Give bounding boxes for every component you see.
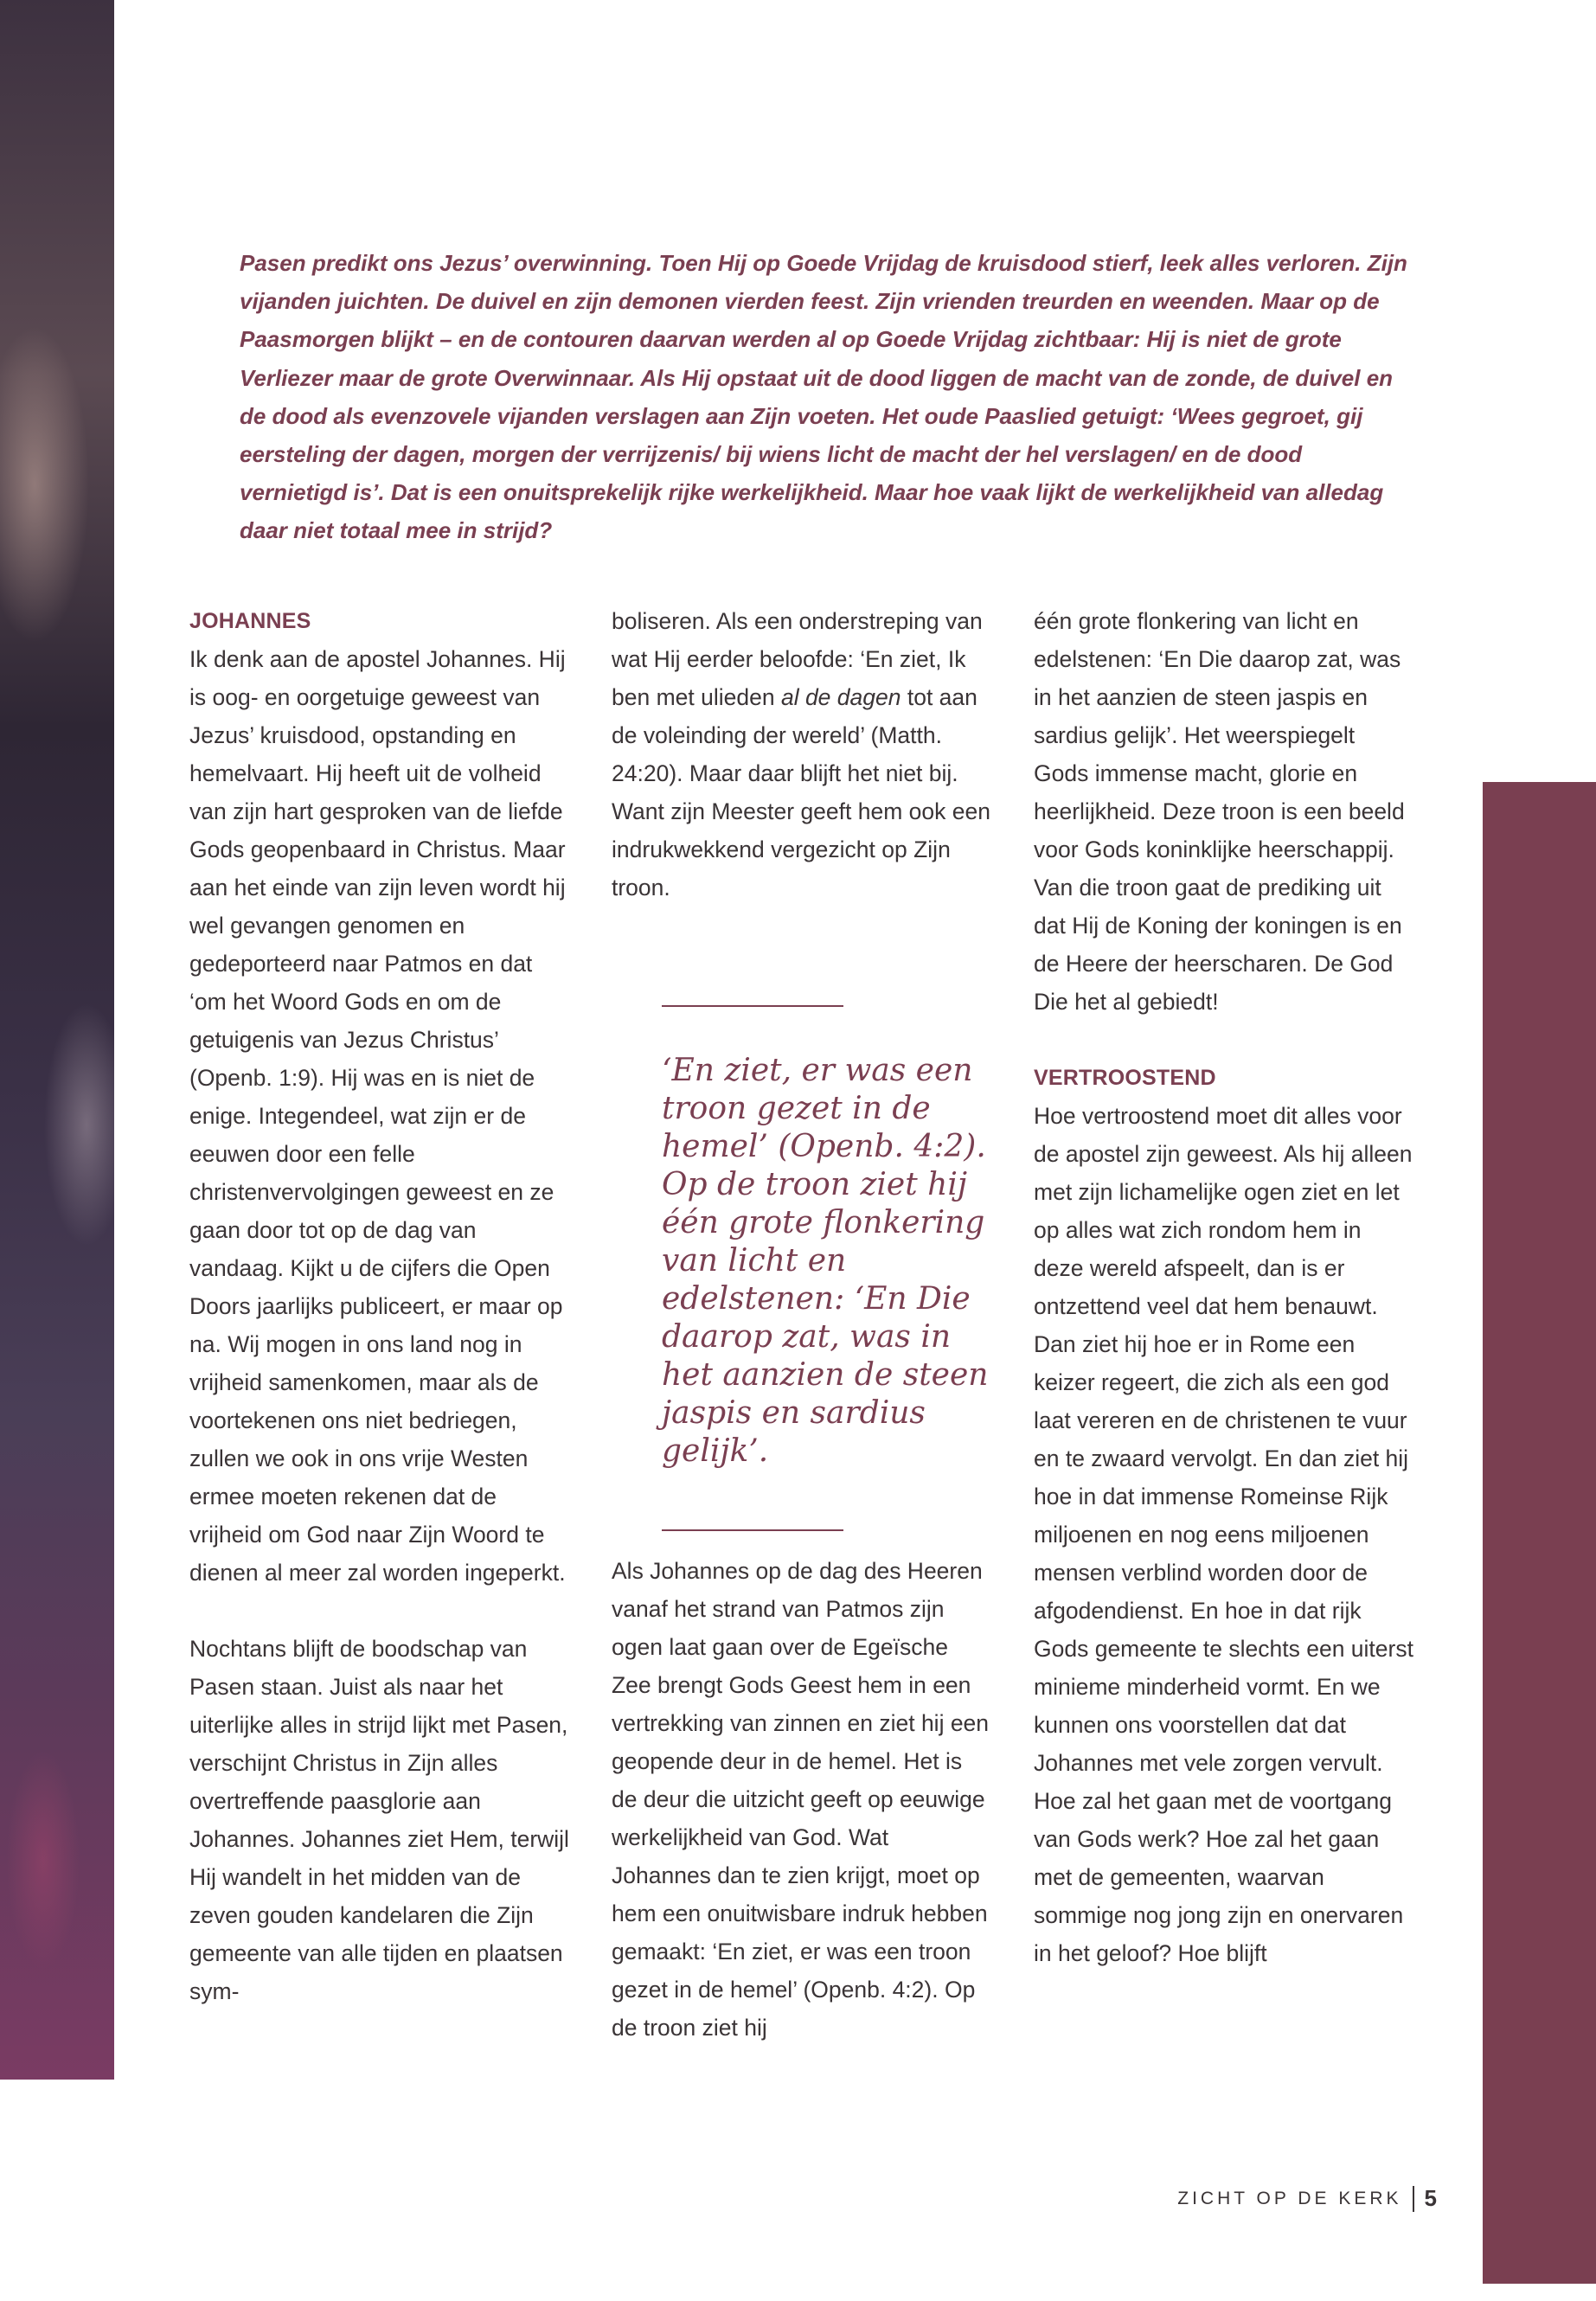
footer-divider: [1413, 2186, 1414, 2212]
emphasis-text: al de dagen: [780, 684, 901, 710]
body-paragraph: Nochtans blijft de boodschap van Pasen staan. Juist als naar het uiterlijke alles in strijd lijkt met Pasen, verschijnt Christus in Zijn alles overtreffende paasglorie aan Johannes. Johannes ziet Hem, terwijl Hij wandelt in het midden van de zeven gouden kandelaren die Zijn gemeente van alle tijden en plaatsen sym-: [189, 1636, 569, 2004]
magazine-name: ZICHT OP DE KERK: [1177, 2188, 1402, 2208]
pull-quote-text: ‘En ziet, er was een troon gezet in de hemel’ (Openb. 4:2). Op de troon ziet hij één grote flonkering van licht en edelstenen: ‘En Die daarop zat, was in het aanzien de steen jaspis en sardius gelijk’.: [662, 1053, 989, 1469]
column-3: [1034, 602, 1414, 1972]
side-color-band: [1483, 782, 1596, 2284]
quote-rule-bottom: [662, 1529, 843, 1531]
column-1: [189, 602, 570, 2010]
body-paragraph: Als Johannes op de dag des Heeren vanaf het strand van Patmos zijn ogen laat gaan over de Egeïsche Zee brengt Gods Geest hem in een vertrekking van zinnen en ziet hij een geopende deur in de hemel. Het is de deur die uitzicht geeft op eeuwige werkelijkheid van God. Wat Johannes dan te zien krijgt, moet op hem een onuitwisbare indruk hebben gemaakt: ‘En ziet, er was een troon gezet in de hemel’ (Openb. 4:2). Op de troon ziet hij: [612, 1558, 990, 2041]
column-2: [612, 602, 992, 907]
body-paragraph: boliseren. Als een onderstreping van wat Hij eerder beloofde: ‘En ziet, Ik ben met ulieden al de dagen tot aan de voleinding der wereld’ (Matth. 24:20). Maar daar blijft het niet bij. Want zijn Meester geeft hem ook een indrukwekkend vergezicht op Zijn troon.: [612, 608, 990, 901]
quote-rule-top: [662, 1005, 843, 1007]
pull-quote: [662, 1005, 1001, 1531]
section-heading-vertroostend: VERTROOSTEND: [1034, 1066, 1216, 1090]
body-paragraph: Ik denk aan de apostel Johannes. Hij is oog- en oorgetuige geweest van Jezus’ kruisdood, opstanding en hemelvaart. Hij heeft uit de volheid van zijn hart gesproken van de liefde Gods geopenbaard in Christus. Maar aan het einde van zijn leven wordt hij wel gevangen genomen en gedeporteerd naar Patmos en dat ‘om het Woord Gods en om de getuigenis van Jezus Christus’ (Openb. 1:9). Hij was en is niet de enige. Integendeel, wat zijn er de eeuwen door een felle christenvervolgingen geweest en ze gaan door tot op de dag van vandaag. Kijkt u de cijfers die Open Doors jaarlijks publiceert, er maar op na. Wij mogen in ons land nog in vrijheid samenkomen, maar als de voortekenen ons niet bedriegen, zullen we ook in ons vrije Westen ermee moeten rekenen dat de vrijheid om God naar Zijn Woord te dienen al meer zal worden ingeperkt.: [189, 646, 566, 1586]
page-number: 5: [1424, 2185, 1437, 2211]
cover-photo-strip: [0, 0, 114, 2080]
page-footer: [1177, 2185, 1437, 2212]
column-2-continued: [612, 1552, 992, 2047]
body-paragraph: Hoe vertroostend moet dit alles voor de apostel zijn geweest. Als hij alleen met zijn lichamelijke ogen ziet en let op alles wat zich rondom hem in deze wereld afspeelt, dan is er ontzettend veel dat hem benauwt. Dan ziet hij hoe er in Rome een keizer regeert, die zich als een god laat vereren en de christenen te vuur en te zwaard vervolgt. En dan ziet hij hoe in dat immense Romeinse Rijk miljoenen en nog eens miljoenen mensen verblind worden door de afgodendienst. En hoe in dat rijk Gods gemeente te slechts een uiterst minieme minderheid vormt. En we kunnen ons voorstellen dat dat Johannes met vele zorgen vervult. Hoe zal het gaan met de voortgang van Gods werk? Hoe zal het gaan met de gemeenten, waarvan sommige nog jong zijn en onervaren in het geloof? Hoe blijft: [1034, 1103, 1413, 1966]
body-paragraph: één grote flonkering van licht en edelstenen: ‘En Die daarop zat, was in het aanzien de steen jaspis en sardius gelijk’. Het weerspiegelt Gods immense macht, glorie en heerlijkheid. Deze troon is een beeld voor Gods koninklijke heerschappij. Van die troon gaat de prediking uit dat Hij de Koning der koningen is en de Heere der heerscharen. De God Die het al gebiedt!: [1034, 608, 1405, 1015]
section-heading-johannes: JOHANNES: [189, 609, 311, 633]
intro-paragraph: Pasen predikt ons Jezus’ overwinning. Toen Hij op Goede Vrijdag de kruisdood stierf, leek alles verloren. Zijn vijanden juichten. De duivel en zijn demonen vierden feest. Zijn vrienden treurden en weenden. Maar op de Paasmorgen blijkt – en de contouren daarvan werden al op Goede Vrijdag zichtbaar: Hij is niet de grote Verliezer maar de grote Overwinnaar. Als Hij opstaat uit de dood liggen de macht van de zonde, de duivel en de dood als evenzovele vijanden verslagen aan Zijn voeten. Het oude Paaslied getuigt: ‘Wees gegroet, gij eersteling der dagen, morgen der verrijzenis/ bij wiens licht de macht der hel verslagen/ en de dood vernietigd is’. Dat is een onuitsprekelijk rijke werkelijkheid. Maar hoe vaak lijkt de werkelijkheid van alledag daar niet totaal mee in strijd?: [240, 250, 1407, 544]
